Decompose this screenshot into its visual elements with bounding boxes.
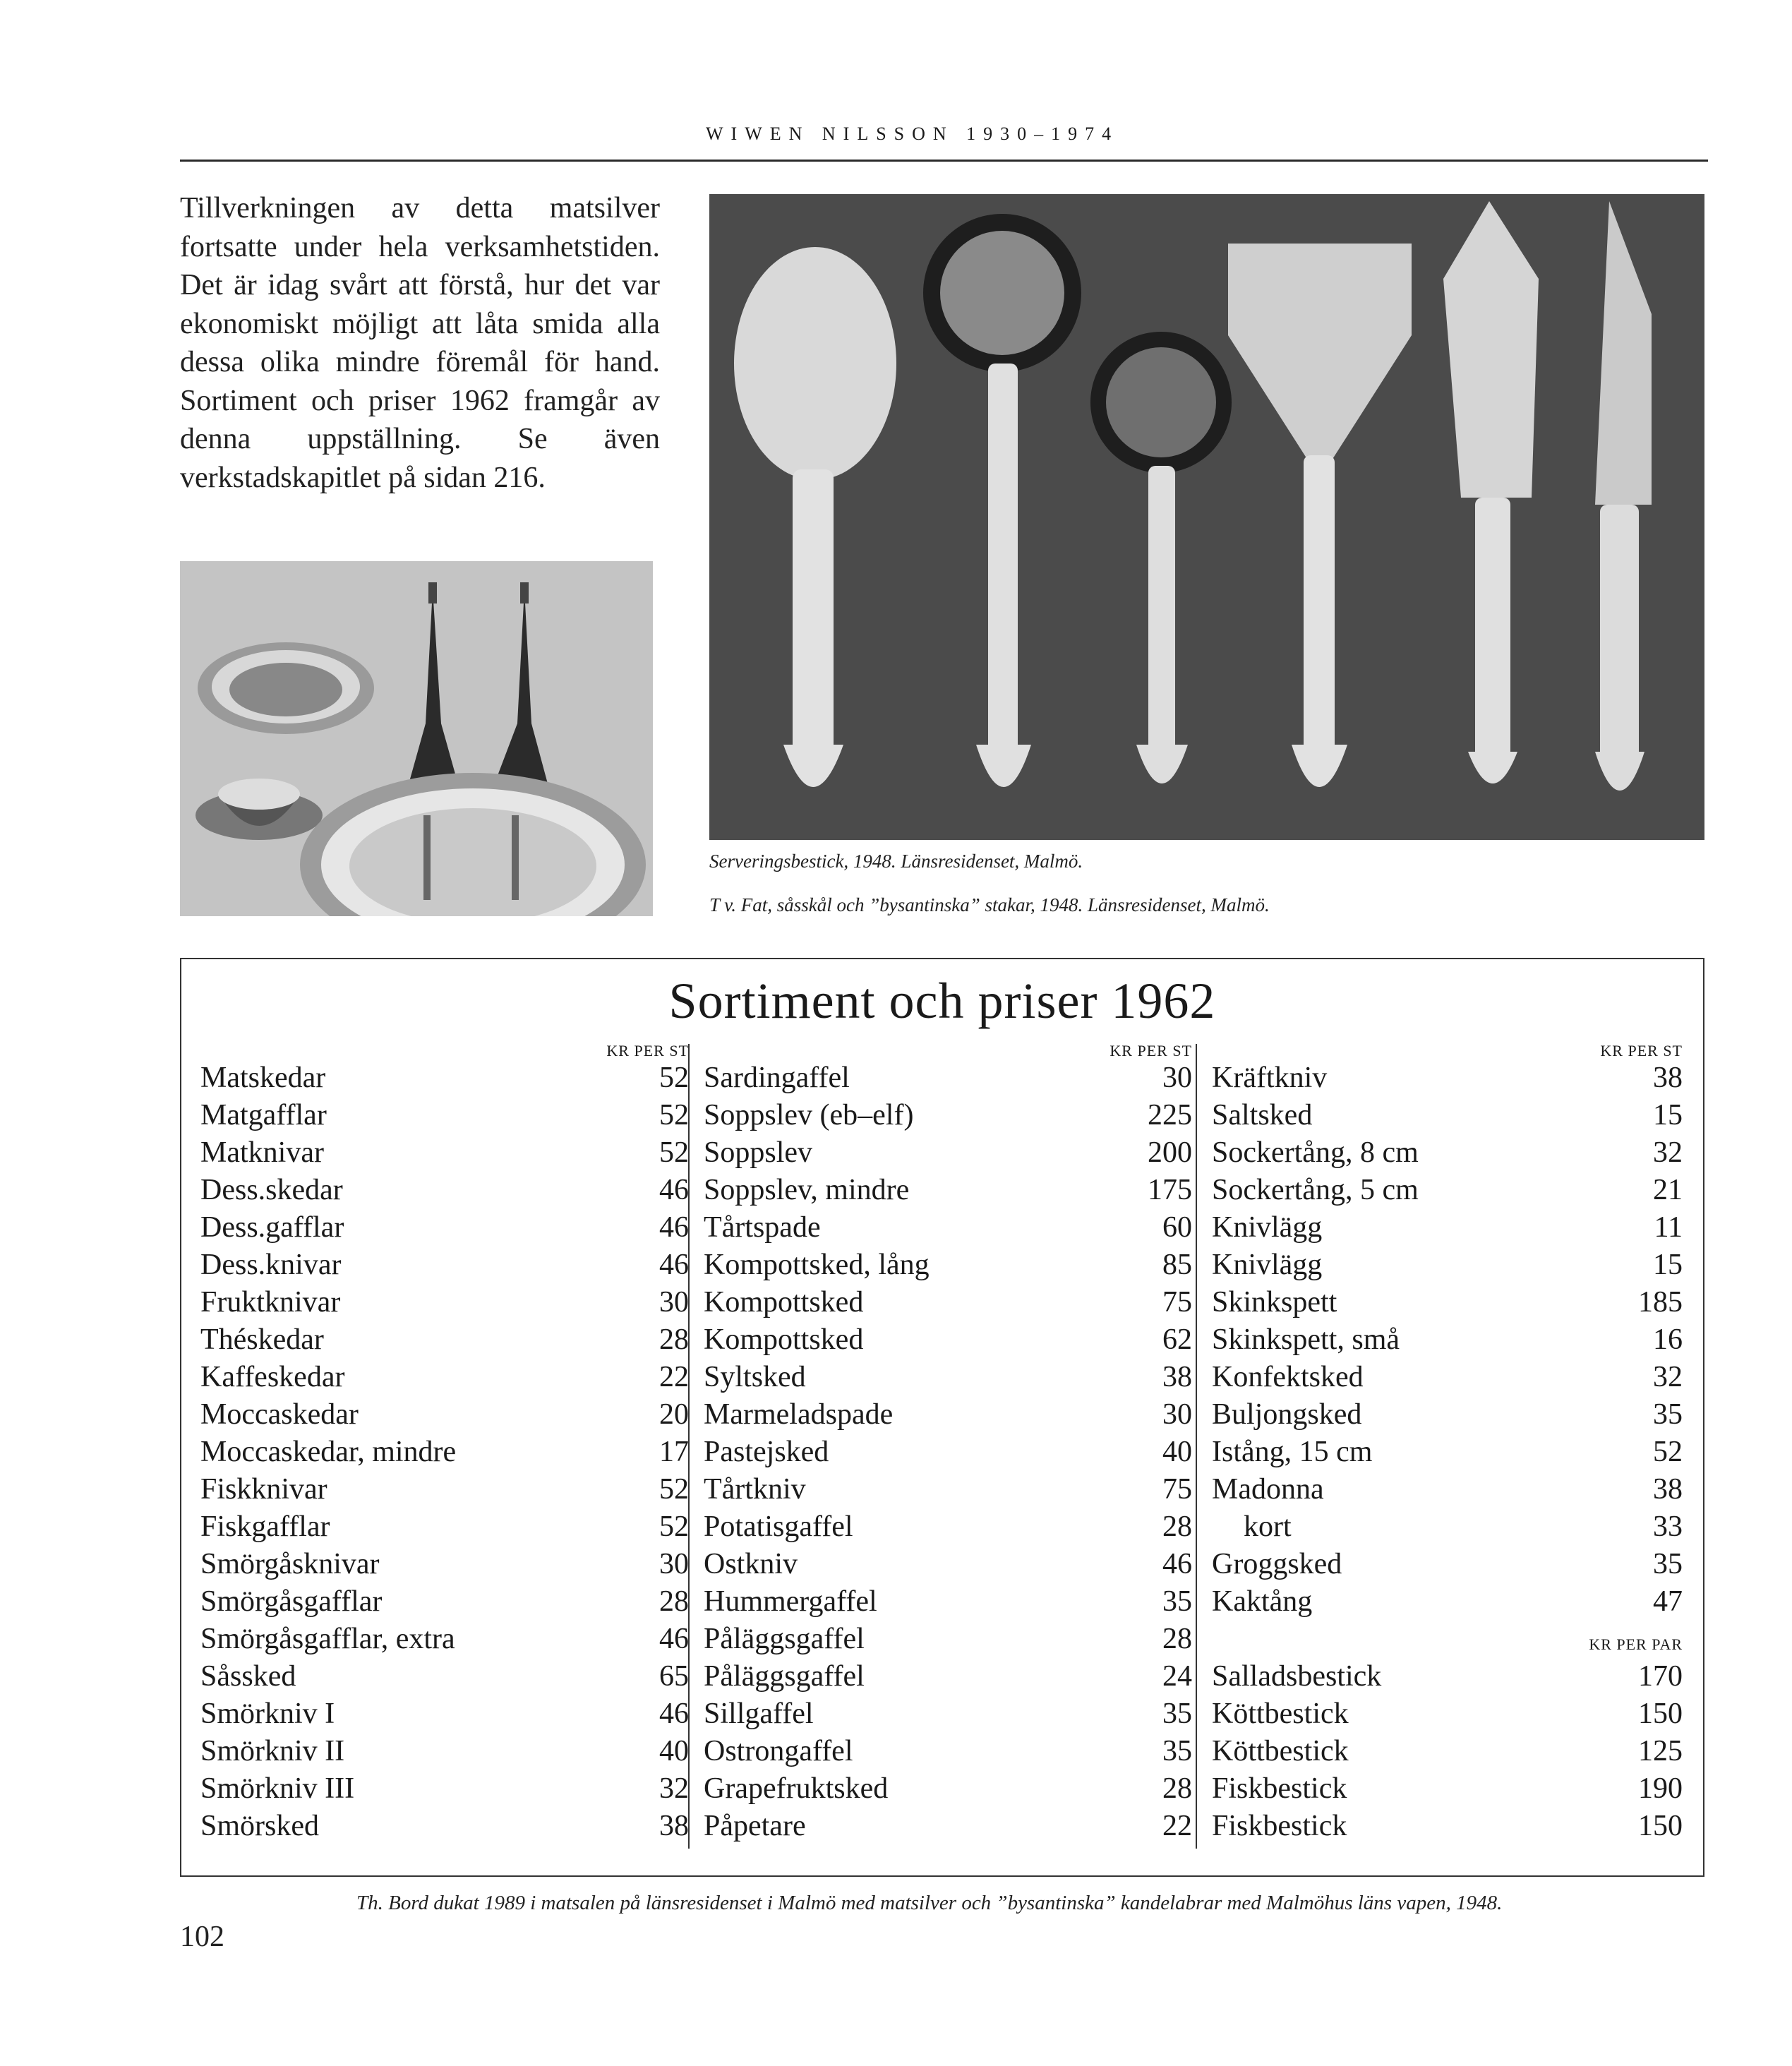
price-rows [1212, 1658, 1688, 1845]
item-name: Matgafflar [200, 1099, 327, 1131]
price-row [200, 1621, 694, 1658]
price-row [200, 1396, 694, 1434]
price-rows [1212, 1059, 1688, 1621]
price-row [200, 1284, 694, 1321]
price-row [704, 1396, 1198, 1434]
item-price: 46 [659, 1249, 689, 1281]
price-row [200, 1583, 694, 1621]
item-price: 35 [1653, 1398, 1683, 1431]
running-header: WIWEN NILSSON 1930–1974 [706, 124, 1119, 144]
item-price: 22 [1162, 1810, 1192, 1842]
price-row [704, 1059, 1198, 1097]
price-row [1212, 1396, 1688, 1434]
item-name: Smörkniv I [200, 1698, 335, 1730]
price-row [200, 1546, 694, 1583]
item-name: Marmeladspade [704, 1398, 894, 1431]
item-price: 46 [1162, 1548, 1192, 1580]
item-price: 11 [1654, 1211, 1683, 1244]
item-name: Fiskbestick [1212, 1772, 1347, 1805]
price-row [704, 1621, 1198, 1658]
item-name: Matknivar [200, 1136, 324, 1169]
photo-plate-bowl-candlesticks-illustration [180, 561, 653, 916]
price-row [704, 1770, 1198, 1808]
item-name: Fruktknivar [200, 1286, 341, 1319]
price-row [200, 1134, 694, 1172]
item-price: 150 [1638, 1810, 1683, 1842]
item-price: 38 [659, 1810, 689, 1842]
header-rule [180, 160, 1708, 162]
price-row [1212, 1359, 1688, 1396]
item-name: Smörsked [200, 1810, 319, 1842]
footer-caption: Th. Bord dukat 1989 i matsalen på länsresidenset i Malmö med matsilver och ”bysantinska” kandelabrar med Malmöhus läns vapen, 1948. [356, 1892, 1503, 1914]
price-row [1212, 1546, 1688, 1583]
price-row [200, 1695, 694, 1733]
price-row [200, 1434, 694, 1471]
item-price: 20 [659, 1398, 689, 1431]
item-name: Soppslev (eb–elf) [704, 1099, 914, 1131]
price-row [1212, 1097, 1688, 1134]
item-name: Köttbestick [1212, 1735, 1349, 1767]
price-row [200, 1359, 694, 1396]
item-name: Smörkniv II [200, 1735, 345, 1767]
price-row [704, 1695, 1198, 1733]
item-name: Smörgåsgafflar, extra [200, 1623, 455, 1655]
intro-paragraph: Tillverkningen av detta matsilver fortsatte under hela verksamhetstiden. Det är idag svårt att förstå, hur det var ekonomiskt möjligt att låta smida alla dessa olika mindre föremål för hand. Sortiment och priser 1962 framgår av denna uppställning. Se även verkstadskapitlet på sidan 216. [180, 192, 660, 494]
item-price: 28 [1162, 1511, 1192, 1543]
item-name: Smörgåsgafflar [200, 1585, 383, 1618]
item-price: 38 [1653, 1062, 1683, 1094]
item-price: 47 [1653, 1585, 1683, 1618]
item-price: 52 [659, 1136, 689, 1169]
price-row [200, 1209, 694, 1247]
item-price: 38 [1162, 1361, 1192, 1393]
item-name: Kaffeskedar [200, 1361, 345, 1393]
item-name: Syltsked [704, 1361, 806, 1393]
item-price: 52 [659, 1473, 689, 1506]
price-row [704, 1508, 1198, 1546]
price-rows [704, 1059, 1198, 1845]
item-name: Knivlägg [1212, 1211, 1323, 1244]
item-price: 52 [659, 1099, 689, 1131]
price-row [1212, 1172, 1688, 1209]
item-name: Buljongsked [1212, 1398, 1362, 1431]
item-price: 28 [659, 1585, 689, 1618]
item-price: 46 [659, 1698, 689, 1730]
price-rows [200, 1059, 694, 1845]
item-name: Knivlägg [1212, 1249, 1323, 1281]
item-name: Påpetare [704, 1810, 806, 1842]
price-row [1212, 1321, 1688, 1359]
item-price: 30 [1162, 1062, 1192, 1094]
price-column-1 [200, 1043, 694, 1845]
item-price: 40 [1162, 1436, 1192, 1468]
item-price: 35 [1162, 1698, 1192, 1730]
item-price: 38 [1653, 1473, 1683, 1506]
item-name: Grapefruktsked [704, 1772, 889, 1805]
photo-serving-utensils-illustration [709, 194, 1704, 840]
price-row [1212, 1733, 1688, 1770]
price-row [200, 1808, 694, 1845]
item-name: Moccaskedar [200, 1398, 359, 1431]
photo-plate-bowl-candlesticks [180, 561, 653, 916]
item-name: Ostrongaffel [704, 1735, 853, 1767]
item-price: 28 [1162, 1623, 1192, 1655]
item-name: Kompottsked [704, 1286, 864, 1319]
item-price: 15 [1653, 1249, 1683, 1281]
price-row [200, 1770, 694, 1808]
price-row [200, 1733, 694, 1770]
price-row [1212, 1209, 1688, 1247]
item-name: Ostkniv [704, 1548, 798, 1580]
item-price: 32 [659, 1772, 689, 1805]
item-name: Påläggsgaffel [704, 1660, 865, 1693]
item-price: 175 [1148, 1174, 1192, 1206]
price-row [704, 1359, 1198, 1396]
price-row [1212, 1434, 1688, 1471]
item-name: Såssked [200, 1660, 296, 1693]
price-row [200, 1471, 694, 1508]
item-price: 150 [1638, 1698, 1683, 1730]
item-name: Istång, 15 cm [1212, 1436, 1373, 1468]
price-row [200, 1247, 694, 1284]
item-name: Fiskknivar [200, 1473, 327, 1506]
price-row [704, 1284, 1198, 1321]
item-price: 15 [1653, 1099, 1683, 1131]
item-price: 65 [659, 1660, 689, 1693]
unit-label: KR PER ST [1600, 1042, 1683, 1059]
item-name: Soppslev [704, 1136, 813, 1169]
item-price: 40 [659, 1735, 689, 1767]
price-row [704, 1808, 1198, 1845]
item-name: Dess.gafflar [200, 1211, 344, 1244]
price-row [200, 1321, 694, 1359]
item-name: Skinkspett [1212, 1286, 1337, 1319]
item-name: Sillgaffel [704, 1698, 814, 1730]
item-name: Saltsked [1212, 1099, 1313, 1131]
caption-serving-utensils: Serveringsbestick, 1948. Länsresidenset, Malmö. [709, 851, 1083, 872]
price-row [200, 1059, 694, 1097]
item-name: Sardingaffel [704, 1062, 850, 1094]
item-price: 30 [1162, 1398, 1192, 1431]
item-name: Sockertång, 5 cm [1212, 1174, 1419, 1206]
price-row [1212, 1471, 1688, 1508]
item-name: Hummergaffel [704, 1585, 877, 1618]
price-row [1212, 1770, 1688, 1808]
item-price: 190 [1638, 1772, 1683, 1805]
item-name: Moccaskedar, mindre [200, 1436, 457, 1468]
item-price: 46 [659, 1211, 689, 1244]
item-name: Groggsked [1212, 1548, 1342, 1580]
price-column-2 [704, 1043, 1198, 1845]
price-row [704, 1546, 1198, 1583]
price-column-3 [1212, 1043, 1688, 1845]
item-price: 62 [1162, 1323, 1192, 1356]
item-name: Skinkspett, små [1212, 1323, 1400, 1356]
price-list-box [180, 958, 1704, 1877]
price-row [1212, 1284, 1688, 1321]
item-price: 32 [1653, 1136, 1683, 1169]
item-price: 125 [1638, 1735, 1683, 1767]
item-name: Salladsbestick [1212, 1660, 1382, 1693]
price-row [1212, 1695, 1688, 1733]
item-name: Dess.knivar [200, 1249, 342, 1281]
item-name: Théskedar [200, 1323, 324, 1356]
price-row [704, 1471, 1198, 1508]
unit-label: KR PER ST [606, 1042, 689, 1059]
photo-serving-utensils [709, 194, 1704, 840]
price-row [704, 1097, 1198, 1134]
unit-label-pair: KR PER PAR [1589, 1635, 1683, 1653]
item-name: kort [1244, 1511, 1292, 1543]
item-price: 22 [659, 1361, 689, 1393]
price-row [704, 1434, 1198, 1471]
page-number: 102 [180, 1921, 224, 1953]
caption-left-photo: T v. Fat, såsskål och ”bysantinska” stakar, 1948. Länsresidenset, Malmö. [709, 894, 1270, 915]
item-name: Soppslev, mindre [704, 1174, 910, 1206]
price-row [1212, 1508, 1688, 1546]
price-row [1212, 1059, 1688, 1097]
item-price: 35 [1653, 1548, 1683, 1580]
item-price: 17 [659, 1436, 689, 1468]
item-name: Madonna [1212, 1473, 1324, 1506]
item-name: Kompottsked [704, 1323, 864, 1356]
price-row [704, 1321, 1198, 1359]
item-price: 33 [1653, 1511, 1683, 1543]
item-price: 46 [659, 1174, 689, 1206]
item-price: 16 [1653, 1323, 1683, 1356]
item-price: 24 [1162, 1660, 1192, 1693]
price-row [200, 1097, 694, 1134]
price-row [200, 1172, 694, 1209]
item-price: 35 [1162, 1585, 1192, 1618]
item-price: 32 [1653, 1361, 1683, 1393]
item-name: Kräftkniv [1212, 1062, 1328, 1094]
item-price: 185 [1638, 1286, 1683, 1319]
price-row [1212, 1134, 1688, 1172]
item-name: Tårtspade [704, 1211, 821, 1244]
item-name: Kompottsked, lång [704, 1249, 930, 1281]
item-name: Sockertång, 8 cm [1212, 1136, 1419, 1169]
price-row [704, 1658, 1198, 1695]
item-name: Matskedar [200, 1062, 326, 1094]
price-row [704, 1172, 1198, 1209]
item-name: Fiskgafflar [200, 1511, 330, 1543]
item-name: Smörgåsknivar [200, 1548, 380, 1580]
item-price: 30 [659, 1286, 689, 1319]
item-price: 35 [1162, 1735, 1192, 1767]
item-price: 75 [1162, 1286, 1192, 1319]
item-price: 52 [659, 1511, 689, 1543]
price-row [1212, 1808, 1688, 1845]
item-price: 46 [659, 1623, 689, 1655]
price-row [200, 1508, 694, 1546]
item-price: 52 [1653, 1436, 1683, 1468]
item-price: 28 [659, 1323, 689, 1356]
item-price: 225 [1148, 1099, 1192, 1131]
item-name: Köttbestick [1212, 1698, 1349, 1730]
item-price: 170 [1638, 1660, 1683, 1693]
item-price: 60 [1162, 1211, 1192, 1244]
item-name: Påläggsgaffel [704, 1623, 865, 1655]
item-price: 30 [659, 1548, 689, 1580]
price-row [1212, 1247, 1688, 1284]
price-row [1212, 1583, 1688, 1621]
item-price: 28 [1162, 1772, 1192, 1805]
item-name: Kaktång [1212, 1585, 1313, 1618]
item-name: Potatisgaffel [704, 1511, 853, 1543]
price-row [704, 1247, 1198, 1284]
item-price: 52 [659, 1062, 689, 1094]
item-price: 200 [1148, 1136, 1192, 1169]
item-name: Dess.skedar [200, 1174, 343, 1206]
item-name: Fiskbestick [1212, 1810, 1347, 1842]
price-row [200, 1658, 694, 1695]
price-row [704, 1733, 1198, 1770]
price-row [704, 1134, 1198, 1172]
price-list-title: Sortiment och priser 1962 [668, 973, 1216, 1029]
item-name: Tårtkniv [704, 1473, 806, 1506]
price-row [704, 1583, 1198, 1621]
unit-label: KR PER ST [1110, 1042, 1192, 1059]
item-price: 21 [1653, 1174, 1683, 1206]
price-row [704, 1209, 1198, 1247]
price-row [1212, 1658, 1688, 1695]
item-name: Pastejsked [704, 1436, 829, 1468]
item-name: Smörkniv III [200, 1772, 355, 1805]
item-price: 75 [1162, 1473, 1192, 1506]
item-name: Konfektsked [1212, 1361, 1364, 1393]
item-price: 85 [1162, 1249, 1192, 1281]
